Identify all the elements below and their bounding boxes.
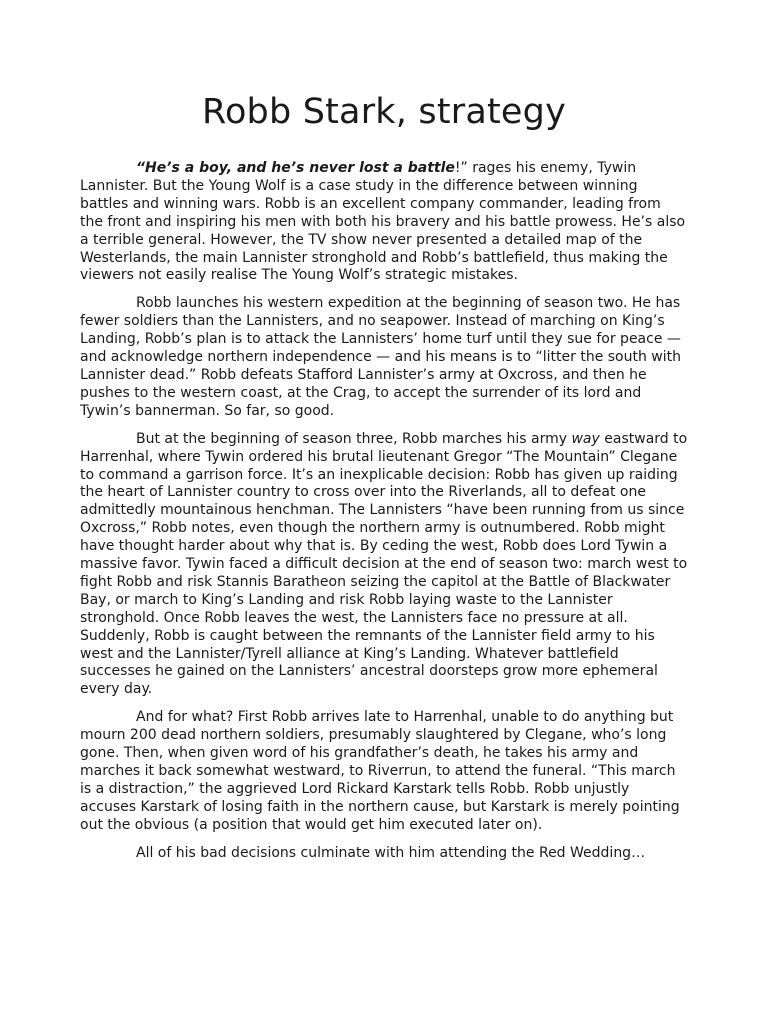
paragraph-1 bbox=[80, 160, 688, 285]
page-title: Robb Stark, strategy bbox=[202, 92, 566, 132]
paragraph-3-text-end: eastward to Harrenhal, where Tywin ordered his brutal lieutenant Gregor “The Mountain” Clegane to command a garrison force. It’s an inexplicable decision: Robb has given up raiding the heart of Lannister country to cross over into the Riverlands, all to defeat one admittedly mountainous henchman. The Lannisters “have been running from us since Oxcross,” Robb notes, even though the northern army is outnumbered. Robb might have thought harder about why that is. By ceding the west, Robb does Lord Tywin a massive favor. Tywin faced a difficult decision at the end of season two: march west to fight Robb and risk Stannis Baratheon seizing the capitol at the Battle of Blackwater Bay, or march to King’s Landing and risk Robb laying waste to the Lannister stronghold. Once Robb leaves the west, the Lannisters face no pressure at all. Suddenly, Robb is caught between the remnants of the Lannister field army to his west and the Lannister/Tyrell alliance at King’s Landing. Whatever battlefield successes he gained on the Lannisters’ ancestral doorsteps grow more ephemeral every day. bbox=[80, 430, 688, 698]
paragraph-1-text: !” rages his enemy, Tywin Lannister. But the Young Wolf is a case study in the difference between winning battles and winning wars. Robb is an excellent company commander, leading from the front and inspiring his men with both his bravery and his battle prowess. He’s also a terrible general. However, the TV show never presented a detailed map of the Westerlands, the main Lannister stronghold and Robb’s battlefield, thus making the viewers not easily realise The Young Wolf’s strategic mistakes. bbox=[80, 160, 686, 284]
paragraph-2: Robb launches his western expedition at the beginning of season two. He has fewer soldiers than the Lannisters, and no seapower. Instead of marching on King’s Landing, Robb’s plan is to attack the Lannisters’ home turf until they sue for peace — and acknowledge northern independence — and his means is to “litter the south with Lannister dead.” Robb defeats Stafford Lannister’s army at Oxcross, and then he pushes to the western coast, at the Crag, to accept the surrender of its lord and Tywin’s bannerman. So far, so good. bbox=[80, 295, 682, 419]
article-body bbox=[80, 160, 688, 873]
paragraph-3 bbox=[80, 431, 688, 700]
paragraph-5: All of his bad decisions culminate with him attending the Red Wedding… bbox=[136, 844, 646, 861]
emphasis-way: way bbox=[571, 430, 600, 447]
opening-quote: “He’s a boy, and he’s never lost a battle bbox=[136, 160, 455, 176]
paragraph-4: And for what? First Robb arrives late to Harrenhal, unable to do anything but mourn 200 dead northern soldiers, presumably slaughtered by Clegane, who’s long gone. Then, when given word of his grandfather’s death, he takes his army and marches it back somewhat westward, to Riverrun, to attend the funeral. “This march is a distraction,” the aggrieved Lord Rickard Karstark tells Robb. Robb unjustly accuses Karstark of losing faith in the northern cause, but Karstark is merely pointing out the obvious (a position that would get him executed later on). bbox=[80, 709, 680, 833]
paragraph-3-text-start: But at the beginning of season three, Robb marches his army bbox=[136, 430, 572, 447]
